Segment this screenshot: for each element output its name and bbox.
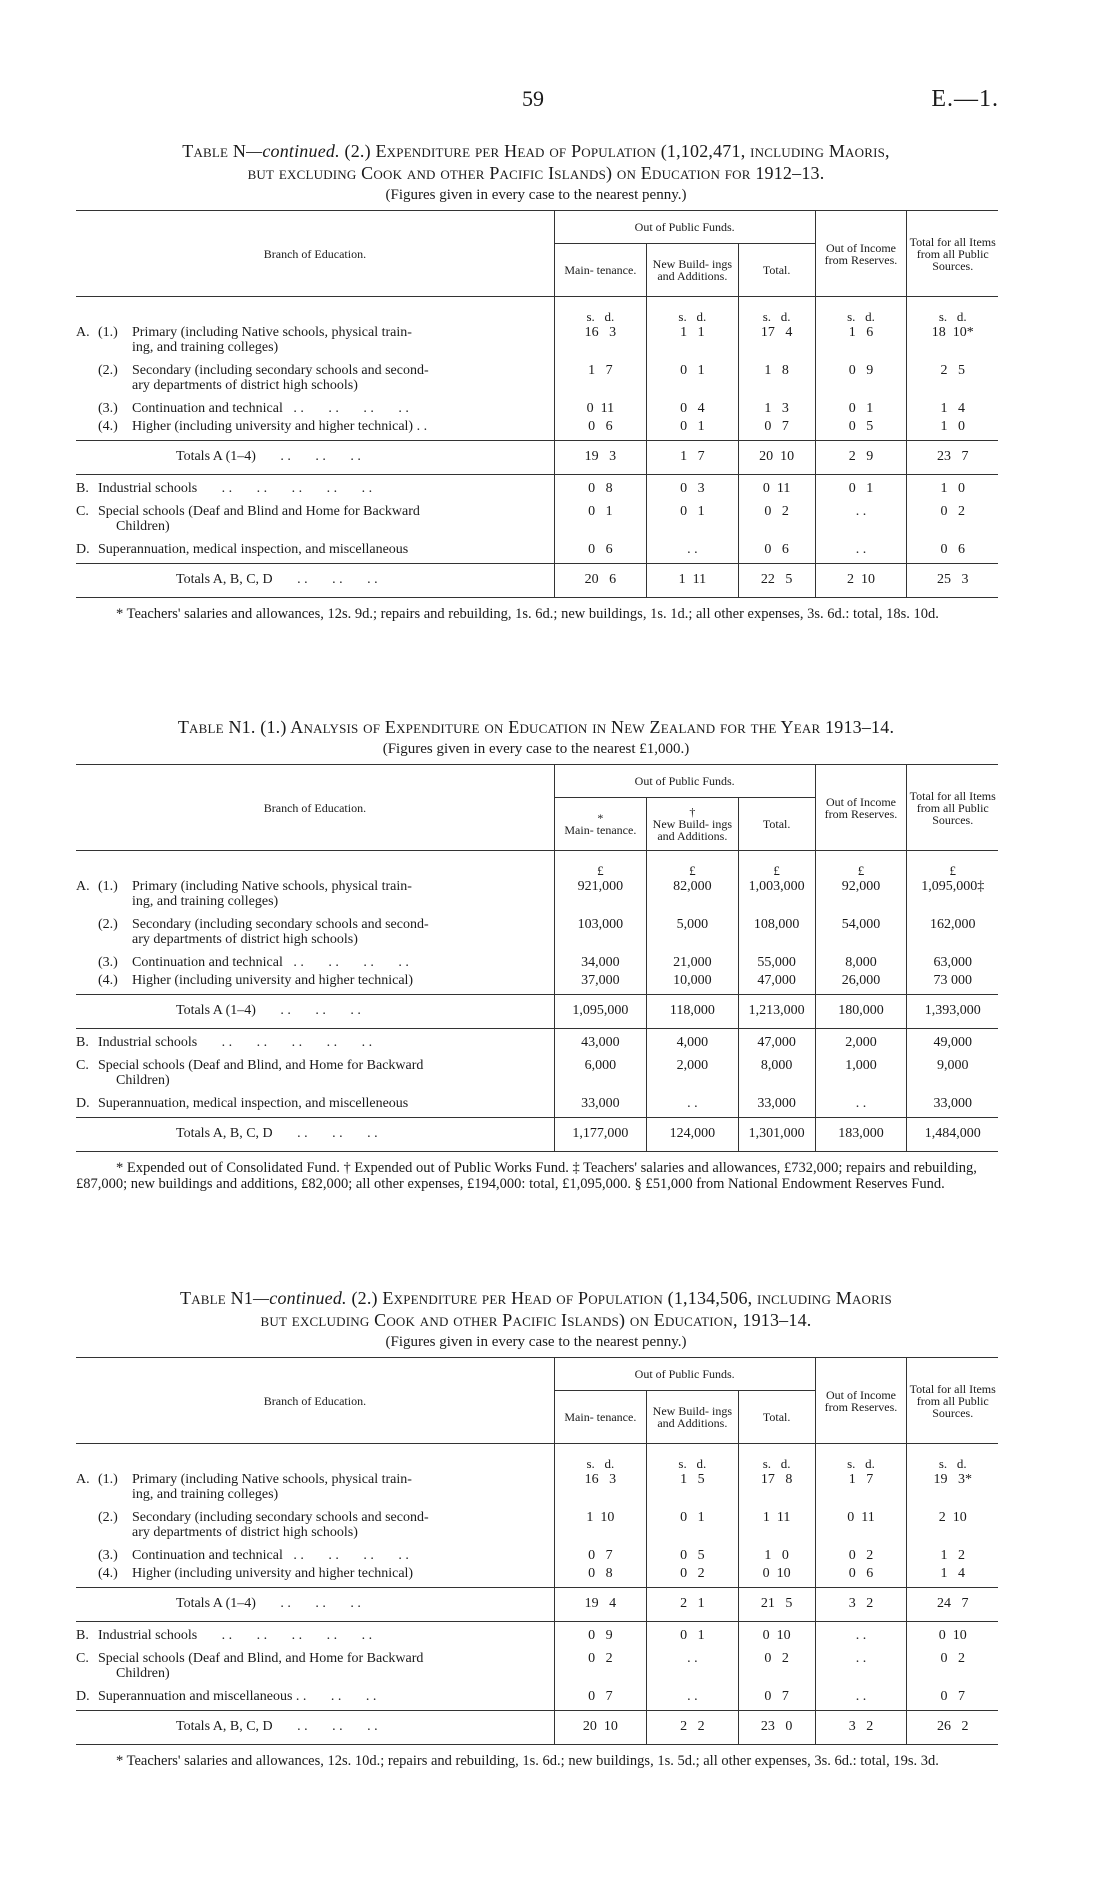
row-number: (1.) — [98, 325, 118, 340]
table-row — [76, 361, 998, 399]
cell-maintenance: 0 8 — [554, 475, 646, 503]
table-row — [76, 1622, 998, 1650]
cell-total: 8,000 — [738, 1056, 815, 1094]
table-row — [76, 1546, 998, 1564]
row-letter: D. — [76, 542, 90, 557]
cell-new-buildings: . . — [646, 540, 738, 564]
cell-maintenance: 20 6 — [554, 564, 646, 598]
table-row — [76, 953, 998, 971]
cell-reserves: . . — [815, 540, 907, 564]
row-number: (1.) — [98, 1472, 118, 1487]
cell-new-buildings: 2,000 — [646, 1056, 738, 1094]
table-footnote: * Expended out of Consolidated Fund. † Expended out of Public Works Fund. ‡ Teachers' salaries and allowances, £732,000; repairs and rebuilding, £87,000; new buildings and additions, £82,000; all other expenses, £194,000: total, £1,095,000. § £51,000 from National Endowment Reserves Fund. — [76, 1160, 977, 1192]
cell-all-sources: 63,000 — [907, 953, 998, 971]
row-number: (3.) — [98, 401, 118, 416]
row-label: Secondary (including secondary schools and second- — [132, 1510, 429, 1525]
row-letter: C. — [76, 1058, 89, 1073]
cell-total: 1 11 — [738, 1508, 815, 1546]
cell-maintenance: 0 11 — [554, 399, 646, 417]
table-label: Table N1 — [180, 1288, 254, 1308]
cell-reserves: 2,000 — [815, 1029, 907, 1057]
cell-all-sources: 1,095,000‡ — [907, 877, 998, 915]
cell-total: 0 10 — [738, 1622, 815, 1650]
row-letter: D. — [76, 1096, 90, 1111]
table-row — [76, 1056, 998, 1094]
page-number: 59 — [522, 86, 544, 111]
header-maintenance-label: Main- tenance. — [564, 1410, 637, 1424]
header-all-sources: Total for all Items from all Public Sources. — [907, 211, 998, 297]
row-label: Superannuation, medical inspection, and miscellaneous — [98, 542, 409, 557]
units-row — [76, 1444, 998, 1471]
row-label: Higher (including university and higher technical) — [132, 1566, 414, 1581]
header-new-buildings — [646, 244, 738, 297]
row-label: Industrial schools . . . . . . . . . . — [98, 481, 373, 496]
header-new-buildings-label: New Build- ings and Additions. — [652, 1404, 732, 1430]
totals-label: Totals A, B, C, D . . . . . . — [76, 564, 554, 598]
cell-total: 1 8 — [738, 361, 815, 399]
header-total: Total. — [738, 1391, 815, 1444]
header-total: Total. — [738, 798, 815, 851]
cell-maintenance: 103,000 — [554, 915, 646, 953]
cell-new-buildings: 0 1 — [646, 1622, 738, 1650]
row-label: Industrial schools . . . . . . . . . . — [98, 1628, 373, 1643]
cell-reserves: 92,000 — [815, 877, 907, 915]
row-label: Special schools (Deaf and Blind and Home for Backward — [98, 504, 420, 519]
cell-maintenance: 0 2 — [554, 1649, 646, 1687]
cell-total: 21 5 — [738, 1588, 815, 1622]
row-label: Industrial schools . . . . . . . . . . — [98, 1035, 373, 1050]
unit-cell: £ — [907, 851, 998, 878]
cell-maintenance: 0 8 — [554, 1564, 646, 1588]
table-row — [76, 502, 998, 540]
row-label: Continuation and technical . . . . . . . . — [132, 1548, 409, 1563]
cell-new-buildings: 21,000 — [646, 953, 738, 971]
row-label-continued: Children) — [116, 1666, 170, 1681]
table-n-continued-section — [76, 140, 996, 622]
table-n1-section — [76, 716, 996, 1192]
table-title-text: (2.) Expenditure per Head of Population (1,102,471, including Maoris, — [344, 141, 890, 161]
row-number: (2.) — [98, 917, 118, 932]
page-reference: E.—1. — [931, 86, 999, 112]
cell-all-sources: 1 2 — [907, 1546, 998, 1564]
cell-maintenance: 16 3 — [554, 1470, 646, 1508]
row-letter: A. — [76, 879, 90, 894]
header-branch: Branch of Education. — [76, 1358, 554, 1444]
cell-total: 1,301,000 — [738, 1118, 815, 1152]
cell-all-sources: 26 2 — [907, 1711, 998, 1745]
cell-all-sources: 33,000 — [907, 1094, 998, 1118]
totals-row — [76, 564, 998, 598]
totals-row — [76, 1588, 998, 1622]
row-label-continued: Children) — [116, 1073, 170, 1088]
table-row — [76, 1094, 998, 1118]
cell-all-sources: 162,000 — [907, 915, 998, 953]
row-label: Primary (including Native schools, physical train- — [132, 1472, 412, 1487]
header-maintenance — [554, 798, 646, 851]
cell-total: 108,000 — [738, 915, 815, 953]
table-row — [76, 915, 998, 953]
row-letter: A. — [76, 325, 90, 340]
cell-all-sources: 9,000 — [907, 1056, 998, 1094]
cell-total: 0 2 — [738, 502, 815, 540]
cell-all-sources: 1 0 — [907, 417, 998, 441]
table-row — [76, 1564, 998, 1588]
header-reserves: Out of Income from Reserves. — [815, 211, 907, 297]
cell-maintenance: 19 4 — [554, 1588, 646, 1622]
table-title — [76, 1287, 996, 1331]
header-all-sources: Total for all Items from all Public Sources. — [907, 1358, 998, 1444]
unit-cell: s. d. — [907, 297, 998, 324]
cell-new-buildings: . . — [646, 1687, 738, 1711]
cell-all-sources: 1 4 — [907, 1564, 998, 1588]
cell-maintenance: 1,177,000 — [554, 1118, 646, 1152]
row-label-continued: ary departments of district high schools) — [132, 378, 358, 393]
cell-all-sources: 1,484,000 — [907, 1118, 998, 1152]
table-row — [76, 417, 998, 441]
totals-row — [76, 995, 998, 1029]
cell-all-sources: 18 10* — [907, 323, 998, 361]
page-header — [0, 86, 1114, 116]
cell-all-sources: 0 2 — [907, 1649, 998, 1687]
cell-total: 1,213,000 — [738, 995, 815, 1029]
cell-maintenance: 0 7 — [554, 1687, 646, 1711]
row-label: Special schools (Deaf and Blind, and Home for Backward — [98, 1058, 424, 1073]
cell-reserves: 0 1 — [815, 475, 907, 503]
table-title-text-line2: but excluding Cook and other Pacific Islands) on Education, 1913–14. — [260, 1310, 812, 1330]
cell-maintenance: 34,000 — [554, 953, 646, 971]
unit-cell: s. d. — [738, 1444, 815, 1471]
cell-maintenance: 1 7 — [554, 361, 646, 399]
cell-new-buildings: 118,000 — [646, 995, 738, 1029]
table-n1-continued-section — [76, 1287, 996, 1769]
cell-total: 0 2 — [738, 1649, 815, 1687]
row-letter: B. — [76, 1035, 89, 1050]
cell-new-buildings: . . — [646, 1094, 738, 1118]
table-row — [76, 877, 998, 915]
row-label-continued: ary departments of district high schools) — [132, 932, 358, 947]
row-label: Special schools (Deaf and Blind, and Home for Backward — [98, 1651, 424, 1666]
cell-total: 55,000 — [738, 953, 815, 971]
cell-new-buildings: 82,000 — [646, 877, 738, 915]
table-row — [76, 399, 998, 417]
header-new-buildings — [646, 1391, 738, 1444]
cell-maintenance: 19 3 — [554, 441, 646, 475]
cell-all-sources: 19 3* — [907, 1470, 998, 1508]
expenditure-table — [76, 210, 998, 598]
cell-all-sources: 1 4 — [907, 399, 998, 417]
cell-reserves: 1 7 — [815, 1470, 907, 1508]
row-label: Superannuation, medical inspection, and miscelleneous — [98, 1096, 409, 1111]
row-label: Continuation and technical . . . . . . . . — [132, 955, 409, 970]
cell-reserves: . . — [815, 1649, 907, 1687]
table-label: Table N — [182, 141, 247, 161]
cell-reserves: 3 2 — [815, 1588, 907, 1622]
cell-maintenance: 6,000 — [554, 1056, 646, 1094]
cell-maintenance: 33,000 — [554, 1094, 646, 1118]
expenditure-table — [76, 764, 998, 1152]
cell-all-sources: 1 0 — [907, 475, 998, 503]
cell-reserves: 1,000 — [815, 1056, 907, 1094]
cell-total: 1 3 — [738, 399, 815, 417]
cell-all-sources: 2 10 — [907, 1508, 998, 1546]
totals-row — [76, 1711, 998, 1745]
header-maintenance-label: Main- tenance. — [564, 823, 637, 837]
table-row — [76, 540, 998, 564]
cell-reserves: 0 9 — [815, 361, 907, 399]
row-label: Superannuation and miscellaneous . . . . . . — [98, 1689, 377, 1704]
cell-all-sources: 0 10 — [907, 1622, 998, 1650]
cell-all-sources: 0 6 — [907, 540, 998, 564]
cell-total: 23 0 — [738, 1711, 815, 1745]
unit-cell: s. d. — [738, 297, 815, 324]
cell-maintenance: 0 6 — [554, 540, 646, 564]
header-new-buildings-label: New Build- ings and Additions. — [652, 257, 732, 283]
cell-all-sources: 0 7 — [907, 1687, 998, 1711]
cell-all-sources: 0 2 — [907, 502, 998, 540]
cell-new-buildings: 1 5 — [646, 1470, 738, 1508]
cell-total: 20 10 — [738, 441, 815, 475]
header-public-funds: Out of Public Funds. — [554, 1358, 815, 1391]
cell-new-buildings: 0 1 — [646, 502, 738, 540]
row-label-continued: ing, and training colleges) — [132, 1487, 279, 1502]
row-letter: B. — [76, 481, 89, 496]
row-label: Higher (including university and higher technical) . . — [132, 419, 428, 434]
cell-total: 33,000 — [738, 1094, 815, 1118]
totals-label: Totals A, B, C, D . . . . . . — [76, 1711, 554, 1745]
table-title-text-line2: but excluding Cook and other Pacific Islands) on Education for 1912–13. — [247, 163, 825, 183]
header-maintenance — [554, 1391, 646, 1444]
expenditure-table — [76, 1357, 998, 1745]
row-number: (4.) — [98, 1566, 118, 1581]
cell-new-buildings: 1 1 — [646, 323, 738, 361]
cell-new-buildings: 5,000 — [646, 915, 738, 953]
cell-reserves: . . — [815, 1094, 907, 1118]
cell-total: 47,000 — [738, 971, 815, 995]
units-row — [76, 851, 998, 878]
row-label: Continuation and technical . . . . . . . . — [132, 401, 409, 416]
cell-all-sources: 24 7 — [907, 1588, 998, 1622]
cell-total: 0 10 — [738, 1564, 815, 1588]
cell-new-buildings: 4,000 — [646, 1029, 738, 1057]
cell-new-buildings: 0 1 — [646, 1508, 738, 1546]
header-public-funds: Out of Public Funds. — [554, 211, 815, 244]
cell-new-buildings: 2 2 — [646, 1711, 738, 1745]
cell-reserves: 2 9 — [815, 441, 907, 475]
cell-new-buildings: 0 5 — [646, 1546, 738, 1564]
unit-cell: s. d. — [646, 1444, 738, 1471]
cell-total: 0 11 — [738, 475, 815, 503]
cell-reserves: 0 6 — [815, 1564, 907, 1588]
totals-label: Totals A (1–4) . . . . . . — [76, 1588, 554, 1622]
cell-new-buildings: 2 1 — [646, 1588, 738, 1622]
units-row — [76, 297, 998, 324]
cell-reserves: 8,000 — [815, 953, 907, 971]
cell-maintenance: 0 1 — [554, 502, 646, 540]
cell-maintenance: 921,000 — [554, 877, 646, 915]
cell-total: 17 4 — [738, 323, 815, 361]
row-number: (4.) — [98, 419, 118, 434]
row-letter: C. — [76, 1651, 89, 1666]
header-reserves: Out of Income from Reserves. — [815, 765, 907, 851]
cell-all-sources: 73 000 — [907, 971, 998, 995]
cell-all-sources: 49,000 — [907, 1029, 998, 1057]
totals-label: Totals A (1–4) . . . . . . — [76, 441, 554, 475]
cell-reserves: 1 6 — [815, 323, 907, 361]
row-number: (3.) — [98, 955, 118, 970]
header-reserves: Out of Income from Reserves. — [815, 1358, 907, 1444]
table-row — [76, 475, 998, 503]
row-letter: B. — [76, 1628, 89, 1643]
cell-new-buildings: 0 1 — [646, 361, 738, 399]
table-row — [76, 1029, 998, 1057]
cell-maintenance: 37,000 — [554, 971, 646, 995]
cell-reserves: 3 2 — [815, 1711, 907, 1745]
unit-cell: s. d. — [815, 297, 907, 324]
row-label: Higher (including university and higher technical) — [132, 973, 414, 988]
table-title-text: (2.) Expenditure per Head of Population (1,134,506, including Maoris — [351, 1288, 892, 1308]
header-all-sources: Total for all Items from all Public Sources. — [907, 765, 998, 851]
table-label: Table N1. — [177, 717, 256, 737]
unit-cell: £ — [554, 851, 646, 878]
cell-reserves: 54,000 — [815, 915, 907, 953]
cell-reserves: 0 11 — [815, 1508, 907, 1546]
row-label-continued: Children) — [116, 519, 170, 534]
cell-total: 0 7 — [738, 417, 815, 441]
cell-maintenance: 20 10 — [554, 1711, 646, 1745]
cell-total: 0 7 — [738, 1687, 815, 1711]
unit-cell: s. d. — [907, 1444, 998, 1471]
table-row — [76, 1470, 998, 1508]
cell-all-sources: 1,393,000 — [907, 995, 998, 1029]
totals-label: Totals A (1–4) . . . . . . — [76, 995, 554, 1029]
row-number: (4.) — [98, 973, 118, 988]
table-row — [76, 323, 998, 361]
header-branch: Branch of Education. — [76, 211, 554, 297]
header-maintenance-mark: * — [597, 811, 604, 825]
cell-total: 22 5 — [738, 564, 815, 598]
cell-reserves: . . — [815, 502, 907, 540]
table-row — [76, 1508, 998, 1546]
totals-label: Totals A, B, C, D . . . . . . — [76, 1118, 554, 1152]
cell-reserves: 0 1 — [815, 399, 907, 417]
cell-maintenance: 16 3 — [554, 323, 646, 361]
row-number: (1.) — [98, 879, 118, 894]
totals-row — [76, 441, 998, 475]
row-label: Primary (including Native schools, physical train- — [132, 879, 412, 894]
cell-new-buildings: 124,000 — [646, 1118, 738, 1152]
cell-new-buildings: 0 1 — [646, 417, 738, 441]
unit-cell: £ — [738, 851, 815, 878]
table-row — [76, 1649, 998, 1687]
cell-maintenance: 1,095,000 — [554, 995, 646, 1029]
row-label: Secondary (including secondary schools and second- — [132, 363, 429, 378]
cell-total: 0 6 — [738, 540, 815, 564]
table-continued-label: —continued. — [253, 1288, 347, 1308]
unit-cell: s. d. — [646, 297, 738, 324]
table-footnote: * Teachers' salaries and allowances, 12s. 9d.; repairs and rebuilding, 1s. 6d.; new buildings, 1s. 1d.; all other expenses, 3s. 6d.: total, 18s. 10d. — [116, 606, 939, 622]
cell-all-sources: 2 5 — [907, 361, 998, 399]
row-label-continued: ing, and training colleges) — [132, 894, 279, 909]
cell-maintenance: 43,000 — [554, 1029, 646, 1057]
header-maintenance — [554, 244, 646, 297]
totals-row — [76, 1118, 998, 1152]
cell-new-buildings: . . — [646, 1649, 738, 1687]
header-new-buildings-label: New Build- ings and Additions. — [652, 817, 732, 843]
unit-cell: £ — [815, 851, 907, 878]
row-number: (2.) — [98, 1510, 118, 1525]
table-subtitle: (Figures given in every case to the nearest penny.) — [385, 187, 687, 203]
cell-reserves: 2 10 — [815, 564, 907, 598]
header-maintenance-label: Main- tenance. — [564, 263, 637, 277]
unit-cell: s. d. — [554, 1444, 646, 1471]
row-number: (2.) — [98, 363, 118, 378]
cell-total: 17 8 — [738, 1470, 815, 1508]
table-footnote: * Teachers' salaries and allowances, 12s. 10d.; repairs and rebuilding, 1s. 6d.; new buildings, 1s. 5d.; all other expenses, 3s. 6d.: total, 19s. 3d. — [116, 1753, 939, 1769]
row-label-continued: ing, and training colleges) — [132, 340, 279, 355]
cell-new-buildings: 0 3 — [646, 475, 738, 503]
cell-new-buildings: 10,000 — [646, 971, 738, 995]
cell-total: 1,003,000 — [738, 877, 815, 915]
cell-total: 47,000 — [738, 1029, 815, 1057]
table-title — [76, 716, 996, 738]
cell-reserves: . . — [815, 1622, 907, 1650]
row-label: Primary (including Native schools, physical train- — [132, 325, 412, 340]
unit-cell: s. d. — [815, 1444, 907, 1471]
table-subtitle: (Figures given in every case to the nearest £1,000.) — [382, 741, 690, 757]
cell-new-buildings: 0 4 — [646, 399, 738, 417]
table-title-text: (1.) Analysis of Expenditure on Education in New Zealand for the Year 1913–14. — [260, 717, 895, 737]
cell-reserves: 26,000 — [815, 971, 907, 995]
cell-reserves: . . — [815, 1687, 907, 1711]
cell-all-sources: 23 7 — [907, 441, 998, 475]
unit-cell: s. d. — [554, 297, 646, 324]
table-continued-label: —continued. — [246, 141, 340, 161]
table-title — [76, 140, 996, 184]
cell-total: 1 0 — [738, 1546, 815, 1564]
table-row — [76, 1687, 998, 1711]
cell-maintenance: 0 6 — [554, 417, 646, 441]
cell-reserves: 180,000 — [815, 995, 907, 1029]
unit-cell: £ — [646, 851, 738, 878]
cell-new-buildings: 0 2 — [646, 1564, 738, 1588]
row-letter: C. — [76, 504, 89, 519]
cell-all-sources: 25 3 — [907, 564, 998, 598]
header-total: Total. — [738, 244, 815, 297]
cell-reserves: 183,000 — [815, 1118, 907, 1152]
cell-new-buildings: 1 11 — [646, 564, 738, 598]
cell-reserves: 0 2 — [815, 1546, 907, 1564]
header-new-buildings — [646, 798, 738, 851]
cell-maintenance: 0 7 — [554, 1546, 646, 1564]
header-branch: Branch of Education. — [76, 765, 554, 851]
header-public-funds: Out of Public Funds. — [554, 765, 815, 798]
header-new-buildings-mark: † — [689, 805, 696, 819]
table-row — [76, 971, 998, 995]
cell-maintenance: 1 10 — [554, 1508, 646, 1546]
row-letter: D. — [76, 1689, 90, 1704]
row-letter: A. — [76, 1472, 90, 1487]
cell-new-buildings: 1 7 — [646, 441, 738, 475]
table-subtitle: (Figures given in every case to the nearest penny.) — [385, 1334, 687, 1350]
row-label-continued: ary departments of district high schools) — [132, 1525, 358, 1540]
cell-reserves: 0 5 — [815, 417, 907, 441]
row-label: Secondary (including secondary schools and second- — [132, 917, 429, 932]
row-number: (3.) — [98, 1548, 118, 1563]
cell-maintenance: 0 9 — [554, 1622, 646, 1650]
